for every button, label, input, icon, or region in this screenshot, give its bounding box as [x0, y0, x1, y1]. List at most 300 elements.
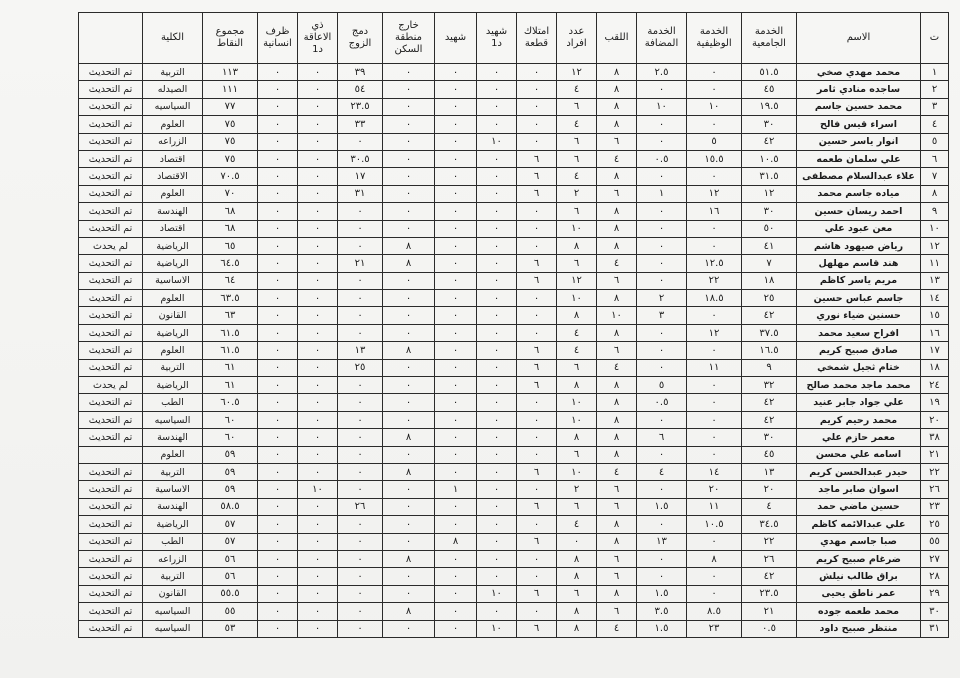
- col-outside-residence-cell: ٠: [383, 116, 435, 133]
- col-status-cell: تم التحديث: [79, 98, 143, 115]
- col-humanitarian-cell: ٠: [258, 359, 298, 376]
- col-spouse-merge-cell: ٢٣.٥: [338, 98, 383, 115]
- col-spouse-merge-cell: ٢١: [338, 255, 383, 272]
- col-status-cell: تم التحديث: [79, 64, 143, 81]
- col-university-service-cell: ٣٧.٥: [742, 324, 797, 341]
- col-martyr-1-cell: ١٠: [477, 620, 517, 637]
- col-spouse-merge-cell: ٠: [338, 429, 383, 446]
- col-total-points-cell: ٦٠: [203, 429, 258, 446]
- col-index-cell: ١٥: [921, 307, 949, 324]
- col-job-service-cell: ٠: [687, 168, 742, 185]
- col-added-service-cell: ٠: [637, 516, 687, 533]
- table-row: [79, 81, 949, 98]
- col-spouse-merge-cell: ٠: [338, 603, 383, 620]
- col-university-service-cell: ٠.٥: [742, 620, 797, 637]
- col-humanitarian-cell: ٠: [258, 272, 298, 289]
- col-total-points-cell: ٧٠: [203, 185, 258, 202]
- col-added-service-cell: ٠: [637, 237, 687, 254]
- col-college-cell: العلوم: [143, 342, 203, 359]
- col-total-points-cell: ٦١.٥: [203, 324, 258, 341]
- col-disability-cell: ٠: [298, 116, 338, 133]
- col-disability-cell: ٠: [298, 64, 338, 81]
- col-status-cell: تم التحديث: [79, 411, 143, 428]
- col-total-points-cell: ٥٦: [203, 550, 258, 567]
- col-status-cell: تم التحديث: [79, 290, 143, 307]
- col-outside-residence-cell: ٠: [383, 324, 435, 341]
- col-total-points-cell: ٥٩: [203, 463, 258, 480]
- col-spouse-merge-cell: ٠: [338, 463, 383, 480]
- col-outside-residence-cell: ٠: [383, 533, 435, 550]
- col-family-members-cell: ٦: [557, 498, 597, 515]
- col-land-ownership-cell: ٦: [517, 168, 557, 185]
- col-total-points-cell: ٧٧: [203, 98, 258, 115]
- col-status-cell: تم التحديث: [79, 533, 143, 550]
- col-title-cell: ٨: [597, 81, 637, 98]
- points-table: [78, 12, 949, 638]
- col-spouse-merge-cell: ٠: [338, 585, 383, 602]
- col-status-cell: تم التحديث: [79, 168, 143, 185]
- col-university-service-cell: ٤١: [742, 237, 797, 254]
- col-index-cell: ١٢: [921, 237, 949, 254]
- col-disability-cell: ٠: [298, 533, 338, 550]
- col-title-cell: ٨: [597, 377, 637, 394]
- col-added-service-cell: ٥: [637, 377, 687, 394]
- col-outside-residence-cell: ٠: [383, 185, 435, 202]
- col-family-members-cell: ١٢: [557, 272, 597, 289]
- col-martyr-1-cell: ٠: [477, 342, 517, 359]
- col-added-service-cell: ٠: [637, 324, 687, 341]
- col-disability-cell: ٠: [298, 429, 338, 446]
- col-status-cell: تم التحديث: [79, 429, 143, 446]
- col-family-members-cell: ٠: [557, 533, 597, 550]
- col-job-service-cell: ٠: [687, 81, 742, 98]
- col-title-cell: ٨: [597, 533, 637, 550]
- col-university-service-cell: ٣٠: [742, 429, 797, 446]
- col-index-cell: ١١: [921, 255, 949, 272]
- col-humanitarian-cell: ٠: [258, 237, 298, 254]
- col-index-cell: ٢٨: [921, 568, 949, 585]
- col-university-service-header: الخدمة الجامعية: [742, 13, 797, 64]
- col-martyr-1-cell: ٠: [477, 116, 517, 133]
- col-land-ownership-cell: ٦: [517, 463, 557, 480]
- col-name-cell: صبا جاسم مهدي: [797, 533, 921, 550]
- col-total-points-cell: ٦٥: [203, 237, 258, 254]
- col-university-service-cell: ١٠.٥: [742, 150, 797, 167]
- col-land-ownership-cell: ٠: [517, 568, 557, 585]
- col-title-cell: ٨: [597, 516, 637, 533]
- col-disability-cell: ٠: [298, 377, 338, 394]
- table-row: [79, 116, 949, 133]
- col-university-service-cell: ٣١.٥: [742, 168, 797, 185]
- col-title-cell: ٨: [597, 220, 637, 237]
- col-added-service-cell: ٠: [637, 481, 687, 498]
- col-disability-cell: ٠: [298, 150, 338, 167]
- col-total-points-cell: ٥٨.٥: [203, 498, 258, 515]
- col-job-service-cell: ١٠: [687, 98, 742, 115]
- col-total-points-cell: ٦٠: [203, 411, 258, 428]
- col-humanitarian-cell: ٠: [258, 133, 298, 150]
- col-index-cell: ٨: [921, 185, 949, 202]
- col-total-points-cell: ٥٥: [203, 603, 258, 620]
- col-outside-residence-cell: ٠: [383, 290, 435, 307]
- col-humanitarian-cell: ٠: [258, 516, 298, 533]
- col-martyr-1-cell: ٠: [477, 98, 517, 115]
- col-outside-residence-cell: ٠: [383, 359, 435, 376]
- col-added-service-cell: ٢: [637, 290, 687, 307]
- col-college-cell: التربية: [143, 568, 203, 585]
- col-martyr-1-cell: ٠: [477, 324, 517, 341]
- col-job-service-cell: ٠: [687, 237, 742, 254]
- col-disability-cell: ٠: [298, 307, 338, 324]
- col-title-cell: ٤: [597, 620, 637, 637]
- col-family-members-cell: ٢: [557, 481, 597, 498]
- col-disability-cell: ٠: [298, 342, 338, 359]
- col-land-ownership-cell: ٠: [517, 411, 557, 428]
- col-university-service-cell: ٥٠: [742, 220, 797, 237]
- col-family-members-cell: ٤: [557, 324, 597, 341]
- col-martyr-cell: ٠: [435, 620, 477, 637]
- col-outside-residence-cell: ٠: [383, 168, 435, 185]
- col-title-cell: ٨: [597, 446, 637, 463]
- col-spouse-merge-cell: ١٧: [338, 168, 383, 185]
- col-disability-cell: ٠: [298, 446, 338, 463]
- col-outside-residence-cell: ٠: [383, 411, 435, 428]
- col-martyr-cell: ٠: [435, 237, 477, 254]
- col-name-cell: علي عبدالائمه كاظم: [797, 516, 921, 533]
- col-spouse-merge-cell: ٠: [338, 516, 383, 533]
- col-martyr-1-cell: ٠: [477, 394, 517, 411]
- col-total-points-cell: ٦٣.٥: [203, 290, 258, 307]
- table-row: [79, 272, 949, 289]
- col-land-ownership-cell: ٠: [517, 394, 557, 411]
- col-job-service-cell: ٠: [687, 342, 742, 359]
- table-row: [79, 324, 949, 341]
- col-university-service-cell: ٣٠: [742, 203, 797, 220]
- col-martyr-1-cell: ١٠: [477, 585, 517, 602]
- col-college-cell: الرياضية: [143, 255, 203, 272]
- col-college-cell: الرياضية: [143, 377, 203, 394]
- col-martyr-cell: ٠: [435, 377, 477, 394]
- table-row: [79, 290, 949, 307]
- col-humanitarian-cell: ٠: [258, 533, 298, 550]
- col-added-service-cell: ٠: [637, 168, 687, 185]
- table-row: [79, 446, 949, 463]
- col-total-points-cell: ٥٩: [203, 481, 258, 498]
- col-total-points-cell: ٧٥: [203, 133, 258, 150]
- col-family-members-cell: ٦: [557, 203, 597, 220]
- col-status-cell: تم التحديث: [79, 568, 143, 585]
- col-university-service-cell: ٥١.٥: [742, 64, 797, 81]
- col-disability-cell: ٠: [298, 359, 338, 376]
- col-humanitarian-cell: ٠: [258, 255, 298, 272]
- col-spouse-merge-cell: ٣١: [338, 185, 383, 202]
- col-martyr-cell: ٠: [435, 64, 477, 81]
- col-university-service-cell: ٤٢: [742, 411, 797, 428]
- col-index-cell: ٢١: [921, 446, 949, 463]
- col-name-cell: احمد ريسان حسين: [797, 203, 921, 220]
- col-added-service-cell: ٠: [637, 255, 687, 272]
- col-name-cell: افراح سعيد محمد: [797, 324, 921, 341]
- col-disability-cell: ٠: [298, 516, 338, 533]
- col-humanitarian-cell: ٠: [258, 377, 298, 394]
- col-job-service-cell: ١٨.٥: [687, 290, 742, 307]
- col-index-cell: ٢٣: [921, 498, 949, 515]
- col-outside-residence-cell: ٠: [383, 64, 435, 81]
- col-total-points-cell: ٥٥.٥: [203, 585, 258, 602]
- col-humanitarian-cell: ٠: [258, 64, 298, 81]
- col-land-ownership-cell: ٦: [517, 359, 557, 376]
- col-outside-residence-cell: ٨: [383, 255, 435, 272]
- col-college-cell: التربية: [143, 64, 203, 81]
- col-university-service-cell: ٣٠: [742, 116, 797, 133]
- col-total-points-cell: ٦١.٥: [203, 342, 258, 359]
- col-family-members-cell: ١٠: [557, 463, 597, 480]
- col-spouse-merge-header: دمج الزوج: [338, 13, 383, 64]
- col-college-cell: الصيدله: [143, 81, 203, 98]
- col-university-service-cell: ٢٣.٥: [742, 585, 797, 602]
- col-university-service-cell: ٤٢: [742, 394, 797, 411]
- col-added-service-cell: ٠: [637, 550, 687, 567]
- col-title-cell: ٦: [597, 272, 637, 289]
- col-index-cell: ١٣: [921, 272, 949, 289]
- col-humanitarian-cell: ٠: [258, 411, 298, 428]
- col-index-cell: ٣٨: [921, 429, 949, 446]
- col-total-points-cell: ٦٣: [203, 307, 258, 324]
- col-disability-cell: ٠: [298, 168, 338, 185]
- col-outside-residence-header: خارج منطقة السكن: [383, 13, 435, 64]
- col-title-cell: ٦: [597, 185, 637, 202]
- col-family-members-cell: ٤: [557, 81, 597, 98]
- col-martyr-cell: ٠: [435, 359, 477, 376]
- col-disability-cell: ٠: [298, 324, 338, 341]
- col-added-service-cell: ٦: [637, 429, 687, 446]
- col-index-header: ت: [921, 13, 949, 64]
- col-job-service-cell: ٠: [687, 220, 742, 237]
- col-outside-residence-cell: ٠: [383, 377, 435, 394]
- col-land-ownership-header: امتلاك قطعة: [517, 13, 557, 64]
- col-name-cell: اسراء قيس فالح: [797, 116, 921, 133]
- col-family-members-cell: ٦: [557, 359, 597, 376]
- col-university-service-cell: ١٣: [742, 463, 797, 480]
- col-index-cell: ١: [921, 64, 949, 81]
- col-outside-residence-cell: ٨: [383, 603, 435, 620]
- col-added-service-cell: ١.٥: [637, 620, 687, 637]
- col-index-cell: ٩: [921, 203, 949, 220]
- col-title-cell: ٤: [597, 463, 637, 480]
- col-job-service-cell: ٢٠: [687, 481, 742, 498]
- col-spouse-merge-cell: ٠: [338, 237, 383, 254]
- col-martyr-1-cell: ٠: [477, 185, 517, 202]
- col-status-cell: تم التحديث: [79, 585, 143, 602]
- col-job-service-cell: ١٢: [687, 185, 742, 202]
- col-total-points-cell: ٧٥: [203, 150, 258, 167]
- col-job-service-cell: ٠: [687, 394, 742, 411]
- col-outside-residence-cell: ٠: [383, 220, 435, 237]
- col-martyr-1-cell: ٠: [477, 307, 517, 324]
- col-added-service-cell: ٠: [637, 342, 687, 359]
- col-spouse-merge-cell: ٥٤: [338, 81, 383, 98]
- col-job-service-cell: ٠: [687, 377, 742, 394]
- col-martyr-cell: ٠: [435, 150, 477, 167]
- col-title-cell: ٨: [597, 168, 637, 185]
- col-index-cell: ٢٤: [921, 377, 949, 394]
- col-martyr-cell: ٠: [435, 446, 477, 463]
- col-humanitarian-cell: ٠: [258, 116, 298, 133]
- col-martyr-1-cell: ٠: [477, 81, 517, 98]
- col-university-service-cell: ٢٢: [742, 533, 797, 550]
- col-martyr-cell: ٠: [435, 342, 477, 359]
- col-land-ownership-cell: ٦: [517, 498, 557, 515]
- col-outside-residence-cell: ٨: [383, 237, 435, 254]
- col-index-cell: ٣٠: [921, 603, 949, 620]
- col-spouse-merge-cell: ٠: [338, 377, 383, 394]
- col-college-cell: اقتصاد: [143, 220, 203, 237]
- col-outside-residence-cell: ٠: [383, 203, 435, 220]
- col-job-service-cell: ١٠.٥: [687, 516, 742, 533]
- col-martyr-cell: ٠: [435, 429, 477, 446]
- col-total-points-cell: ١١٣: [203, 64, 258, 81]
- col-job-service-cell: ٢٢: [687, 272, 742, 289]
- col-family-members-cell: ٢: [557, 185, 597, 202]
- col-added-service-cell: ١: [637, 185, 687, 202]
- col-status-cell: لم يحدث: [79, 237, 143, 254]
- col-name-cell: حسنين ضياء نوري: [797, 307, 921, 324]
- col-name-cell: علي جواد جابر عنيد: [797, 394, 921, 411]
- col-added-service-cell: ١.٥: [637, 585, 687, 602]
- col-index-cell: ١٨: [921, 359, 949, 376]
- col-disability-cell: ٠: [298, 237, 338, 254]
- col-job-service-cell: ٠: [687, 116, 742, 133]
- col-index-cell: ٢٩: [921, 585, 949, 602]
- col-name-cell: ضرغام صبيح كريم: [797, 550, 921, 567]
- col-title-cell: ٨: [597, 98, 637, 115]
- col-martyr-1-cell: ٠: [477, 220, 517, 237]
- col-martyr-1-cell: ٠: [477, 168, 517, 185]
- col-martyr-header: شهيد: [435, 13, 477, 64]
- col-name-cell: منتظر صبيح داود: [797, 620, 921, 637]
- col-outside-residence-cell: ٠: [383, 150, 435, 167]
- col-martyr-1-cell: ٠: [477, 498, 517, 515]
- col-outside-residence-cell: ٠: [383, 81, 435, 98]
- col-title-cell: ٦: [597, 603, 637, 620]
- table-row: [79, 64, 949, 81]
- col-name-cell: محمد رحيم كريم: [797, 411, 921, 428]
- col-status-cell: تم التحديث: [79, 324, 143, 341]
- col-land-ownership-cell: ٦: [517, 255, 557, 272]
- col-status-cell: تم التحديث: [79, 203, 143, 220]
- table-row: [79, 98, 949, 115]
- col-university-service-cell: ٢٦: [742, 550, 797, 567]
- col-college-cell: اقتصاد: [143, 150, 203, 167]
- col-college-cell: الاساسية: [143, 272, 203, 289]
- col-university-service-cell: ١٩.٥: [742, 98, 797, 115]
- col-job-service-cell: ٠: [687, 446, 742, 463]
- col-humanitarian-cell: ٠: [258, 620, 298, 637]
- col-college-header: الكلية: [143, 13, 203, 64]
- col-university-service-cell: ٣٢: [742, 377, 797, 394]
- col-martyr-cell: ٠: [435, 98, 477, 115]
- col-title-cell: ٨: [597, 237, 637, 254]
- col-index-cell: ١٦: [921, 324, 949, 341]
- col-disability-cell: ٠: [298, 585, 338, 602]
- col-added-service-cell: ٠: [637, 568, 687, 585]
- col-index-cell: ٢٥: [921, 516, 949, 533]
- col-title-cell: ٨: [597, 324, 637, 341]
- table-row: [79, 411, 949, 428]
- col-martyr-cell: ٠: [435, 272, 477, 289]
- col-index-cell: ٣١: [921, 620, 949, 637]
- col-job-service-cell: ٨.٥: [687, 603, 742, 620]
- table-row: [79, 481, 949, 498]
- col-family-members-cell: ٦: [557, 585, 597, 602]
- col-index-cell: ٦: [921, 150, 949, 167]
- col-humanitarian-cell: ٠: [258, 185, 298, 202]
- table-row: [79, 237, 949, 254]
- col-land-ownership-cell: ٠: [517, 481, 557, 498]
- col-martyr-cell: ٠: [435, 220, 477, 237]
- col-total-points-cell: ٥٧: [203, 516, 258, 533]
- col-humanitarian-cell: ٠: [258, 603, 298, 620]
- col-land-ownership-cell: ٦: [517, 150, 557, 167]
- col-family-members-cell: ٨: [557, 620, 597, 637]
- col-martyr-cell: ٠: [435, 568, 477, 585]
- col-job-service-cell: ٠: [687, 307, 742, 324]
- col-title-cell: ٨: [597, 394, 637, 411]
- col-disability-cell: ٠: [298, 255, 338, 272]
- col-martyr-1-cell: ٠: [477, 568, 517, 585]
- col-humanitarian-cell: ٠: [258, 550, 298, 567]
- col-total-points-cell: ٦٤.٥: [203, 255, 258, 272]
- col-land-ownership-cell: ٠: [517, 116, 557, 133]
- col-college-cell: الرياضية: [143, 237, 203, 254]
- col-humanitarian-cell: ٠: [258, 446, 298, 463]
- col-title-cell: ٨: [597, 116, 637, 133]
- col-humanitarian-cell: ٠: [258, 307, 298, 324]
- col-added-service-cell: ٠: [637, 359, 687, 376]
- col-humanitarian-cell: ٠: [258, 498, 298, 515]
- col-martyr-cell: ٠: [435, 185, 477, 202]
- col-family-members-header: عدد افراد: [557, 13, 597, 64]
- col-added-service-cell: ٠: [637, 220, 687, 237]
- col-name-cell: معن عبود علي: [797, 220, 921, 237]
- table-row: [79, 342, 949, 359]
- col-name-cell: حيدر عبدالحسن كريم: [797, 463, 921, 480]
- col-land-ownership-cell: ٦: [517, 585, 557, 602]
- col-status-cell: تم التحديث: [79, 620, 143, 637]
- col-status-cell: تم التحديث: [79, 498, 143, 515]
- col-humanitarian-cell: ٠: [258, 585, 298, 602]
- col-land-ownership-cell: ٠: [517, 98, 557, 115]
- col-college-cell: الهندسة: [143, 498, 203, 515]
- col-land-ownership-cell: ٠: [517, 603, 557, 620]
- col-job-service-cell: ١٤: [687, 463, 742, 480]
- col-name-cell: براق طالب نيلش: [797, 568, 921, 585]
- col-family-members-cell: ٤: [557, 168, 597, 185]
- col-outside-residence-cell: ٠: [383, 498, 435, 515]
- col-martyr-1-cell: ٠: [477, 377, 517, 394]
- col-martyr-1-header: شهيد د1: [477, 13, 517, 64]
- col-added-service-cell: ٠.٥: [637, 394, 687, 411]
- table-row: [79, 463, 949, 480]
- col-humanitarian-cell: ٠: [258, 220, 298, 237]
- col-disability-cell: ٠: [298, 185, 338, 202]
- col-title-cell: ٨: [597, 203, 637, 220]
- col-name-cell: علي سلمان طعمه: [797, 150, 921, 167]
- table-row: [79, 498, 949, 515]
- col-martyr-1-cell: ٠: [477, 272, 517, 289]
- col-land-ownership-cell: ٦: [517, 272, 557, 289]
- col-added-service-cell: ٠: [637, 116, 687, 133]
